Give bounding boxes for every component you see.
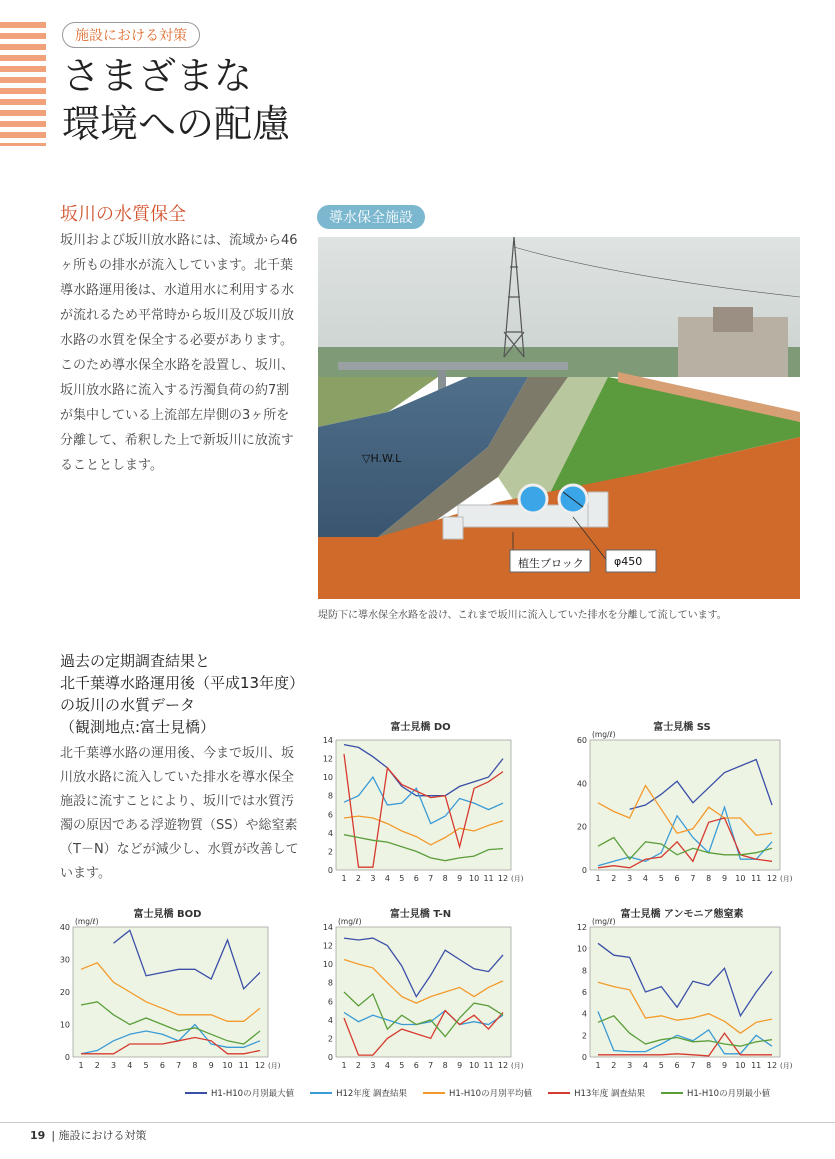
x-tick-label: 10 xyxy=(735,874,746,883)
x-tick-label: 1 xyxy=(78,1061,84,1070)
y-tick-label: 12 xyxy=(322,754,333,764)
x-tick-label: 4 xyxy=(642,1061,649,1070)
y-tick-label: 40 xyxy=(576,779,587,789)
x-tick-label: 5 xyxy=(658,1061,664,1070)
x-unit-label: (月) xyxy=(780,875,793,883)
x-tick-label: 7 xyxy=(428,1061,434,1070)
y-tick-label: 8 xyxy=(327,791,333,801)
x-unit-label: (月) xyxy=(511,875,524,883)
x-tick-label: 1 xyxy=(341,1061,347,1070)
x-tick-label: 8 xyxy=(192,1061,198,1070)
y-tick-label: 0 xyxy=(327,866,333,875)
y-tick-label: 0 xyxy=(64,1053,70,1062)
bridge xyxy=(338,362,568,370)
section1-body: 坂川および坂川放水路には、流域から46ヶ所もの排水が流入しています。北千葉導水路運用後は、水道用水に利用する水が流れるため平常時から坂川及び坂川放水路の水質を保全する必要があります。このため導水保全水路を設置し、坂川、坂川放水路に流入する汚濁負荷の約7割が集中している上流部左岸側の3ヶ所を分離して、希釈した上で新坂川に放流することとします。 xyxy=(60,233,298,473)
x-tick-label: 6 xyxy=(674,1061,680,1070)
legend-max-swatch xyxy=(185,1092,207,1094)
y-tick-label: 0 xyxy=(581,1053,587,1062)
section2-heading-line1: 過去の定期調査結果と xyxy=(60,652,211,670)
y-tick-label: 60 xyxy=(576,736,587,745)
x-tick-label: 12 xyxy=(766,874,778,883)
x-tick-label: 6 xyxy=(413,874,419,883)
legend-avg-swatch xyxy=(423,1092,445,1094)
chart-bod xyxy=(45,905,290,1075)
x-tick-label: 11 xyxy=(238,1061,249,1070)
chart-ss xyxy=(562,718,802,888)
x-tick-label: 7 xyxy=(428,874,434,883)
section2-heading-line4: （観測地点:富士見橋） xyxy=(60,718,216,736)
photo-label: 導水保全施設 xyxy=(317,205,425,229)
x-tick-label: 12 xyxy=(254,1061,266,1070)
y-tick-label: 14 xyxy=(322,736,333,745)
chart-svg xyxy=(308,905,533,1075)
chart-title: 富士見橋 BOD xyxy=(133,909,202,920)
x-tick-label: 12 xyxy=(766,1061,778,1070)
x-tick-label: 11 xyxy=(483,874,494,883)
x-tick-label: 3 xyxy=(110,1061,117,1070)
x-tick-label: 8 xyxy=(706,1061,712,1070)
legend-h13-swatch xyxy=(548,1092,570,1094)
x-tick-label: 9 xyxy=(457,874,463,883)
section2-heading xyxy=(60,650,304,738)
x-tick-label: 2 xyxy=(94,1061,100,1070)
legend-max xyxy=(185,1087,294,1099)
x-tick-label: 9 xyxy=(208,1061,214,1070)
section2-body: 北千葉導水路の運用後、今まで坂川、坂川放水路に流入していた排水を導水保全施設に流すことにより、坂川では水質汚濁の原因である浮遊物質（SS）や総窒素（T－N）などが減少し、水質が改善しています。 xyxy=(60,746,299,881)
x-tick-label: 3 xyxy=(370,874,376,883)
page-number: 19 xyxy=(30,1129,46,1142)
x-tick-label: 9 xyxy=(457,1061,463,1070)
x-tick-label: 2 xyxy=(611,874,617,883)
legend-h13 xyxy=(548,1087,645,1099)
y-tick-label: 30 xyxy=(59,955,70,965)
x-tick-label: 2 xyxy=(355,1061,362,1070)
x-tick-label: 4 xyxy=(384,1061,390,1070)
x-tick-label: 3 xyxy=(370,1061,376,1070)
x-tick-label: 12 xyxy=(497,1061,509,1070)
x-tick-label: 9 xyxy=(721,1061,728,1070)
chart-title: 富士見橋 SS xyxy=(653,722,711,733)
legend-avg xyxy=(423,1087,532,1099)
y-tick-label: 4 xyxy=(327,1015,333,1025)
hwl-label: ▽H.W.L xyxy=(362,452,402,465)
x-tick-label: 8 xyxy=(442,1061,448,1070)
page-title xyxy=(62,52,290,148)
footer-divider xyxy=(0,1122,835,1123)
facility-illustration xyxy=(318,237,800,599)
block-label: 植生ブロック xyxy=(518,557,584,570)
legend-min xyxy=(661,1087,770,1099)
chart-tn xyxy=(308,905,533,1075)
x-tick-label: 4 xyxy=(127,1061,133,1070)
x-tick-label: 10 xyxy=(468,874,480,883)
y-tick-label: 2 xyxy=(327,1034,333,1044)
section1-heading: 坂川の水質保全 xyxy=(60,204,186,225)
legend-min-label: H1-H10の月別最小値 xyxy=(687,1089,771,1099)
x-tick-label: 8 xyxy=(442,874,448,883)
y-tick-label: 40 xyxy=(59,923,70,932)
y-tick-label: 6 xyxy=(327,810,333,820)
chart-svg xyxy=(562,905,802,1075)
legend-min-swatch xyxy=(661,1092,683,1094)
x-tick-label: 8 xyxy=(706,874,712,883)
y-tick-label: 12 xyxy=(322,941,333,951)
x-tick-label: 7 xyxy=(690,874,696,883)
y-tick-label: 2 xyxy=(327,847,333,857)
x-tick-label: 11 xyxy=(751,874,762,883)
chart-do xyxy=(308,718,533,888)
y-tick-label: 6 xyxy=(327,997,333,1007)
chart-title: 富士見橋 アンモニア態窒素 xyxy=(620,909,744,920)
footer-label: 施設における対策 xyxy=(58,1129,147,1142)
legend-max-label: H1-H10の月別最大値 xyxy=(211,1089,295,1099)
x-tick-label: 12 xyxy=(497,874,509,883)
y-tick-label: 6 xyxy=(581,988,587,997)
header-stripes xyxy=(0,22,46,146)
y-tick-label: 0 xyxy=(581,866,587,875)
x-unit-label: (月) xyxy=(268,1062,281,1070)
x-tick-label: 5 xyxy=(399,874,405,883)
x-tick-label: 3 xyxy=(627,874,633,883)
x-tick-label: 1 xyxy=(595,874,601,883)
x-unit-label: (月) xyxy=(780,1062,793,1070)
footer: 19 | 施設における対策 xyxy=(30,1129,147,1142)
x-tick-label: 4 xyxy=(642,874,649,883)
x-tick-label: 11 xyxy=(751,1061,762,1070)
photo-caption: 堤防下に導水保全水路を設け、これまで坂川に流入していた排水を分離して流しています。 xyxy=(318,610,727,621)
x-tick-label: 5 xyxy=(658,874,664,883)
unit-label: (mg/ℓ) xyxy=(592,917,616,926)
plot-area xyxy=(590,740,780,870)
x-tick-label: 1 xyxy=(341,874,347,883)
unit-label: (mg/ℓ) xyxy=(75,917,99,926)
x-tick-label: 6 xyxy=(413,1061,419,1070)
x-tick-label: 10 xyxy=(468,1061,480,1070)
y-tick-label: 10 xyxy=(322,773,333,783)
x-tick-label: 6 xyxy=(159,1061,165,1070)
legend-avg-label: H1-H10の月別平均値 xyxy=(449,1089,533,1099)
x-tick-label: 10 xyxy=(222,1061,233,1070)
x-tick-label: 6 xyxy=(674,874,680,883)
x-tick-label: 2 xyxy=(355,874,362,883)
legend-h12 xyxy=(310,1087,407,1099)
unit-label: (mg/ℓ) xyxy=(338,917,362,926)
y-tick-label: 8 xyxy=(581,966,587,976)
section2-heading-line3: の坂川の水質データ xyxy=(60,696,196,714)
x-tick-label: 3 xyxy=(627,1061,633,1070)
x-tick-label: 10 xyxy=(735,1061,746,1070)
chart-svg xyxy=(562,718,802,888)
chart-legend xyxy=(185,1087,805,1099)
pipe-left-icon xyxy=(519,485,547,513)
section2-heading-line2: 北千葉導水路運用後（平成13年度） xyxy=(60,674,305,692)
y-tick-label: 10 xyxy=(322,960,333,970)
plot-area xyxy=(336,927,511,1057)
title-line-2: 環境への配慮 xyxy=(62,102,291,146)
legend-h13-label: H13年度 調査結果 xyxy=(574,1089,645,1099)
x-tick-label: 1 xyxy=(595,1061,601,1070)
title-line-1: さまざまな xyxy=(62,54,253,98)
legend-h12-swatch xyxy=(310,1092,332,1094)
chart-title: 富士見橋 DO xyxy=(390,722,451,733)
y-tick-label: 20 xyxy=(576,822,587,832)
chart-svg xyxy=(45,905,290,1075)
section-tag: 施設における対策 xyxy=(62,22,200,48)
y-tick-label: 4 xyxy=(581,1009,587,1019)
pipe-label: φ450 xyxy=(614,555,643,568)
y-tick-label: 4 xyxy=(327,828,333,838)
x-tick-label: 7 xyxy=(690,1061,696,1070)
x-tick-label: 11 xyxy=(483,1061,494,1070)
legend-h12-label: H12年度 調査結果 xyxy=(336,1089,407,1099)
x-tick-label: 5 xyxy=(143,1061,149,1070)
x-tick-label: 4 xyxy=(384,874,390,883)
x-tick-label: 7 xyxy=(176,1061,182,1070)
x-tick-label: 9 xyxy=(721,874,728,883)
x-unit-label: (月) xyxy=(511,1062,524,1070)
y-tick-label: 10 xyxy=(59,1020,70,1030)
x-tick-label: 2 xyxy=(611,1061,617,1070)
y-tick-label: 10 xyxy=(576,944,587,954)
chart-svg xyxy=(308,718,533,888)
y-tick-label: 0 xyxy=(327,1053,333,1062)
chart-title: 富士見橋 T-N xyxy=(389,909,452,920)
y-tick-label: 20 xyxy=(59,988,70,997)
x-tick-label: 5 xyxy=(399,1061,405,1070)
chart-nh4 xyxy=(562,905,802,1075)
y-tick-label: 8 xyxy=(327,978,333,988)
y-tick-label: 14 xyxy=(322,923,333,932)
y-tick-label: 2 xyxy=(581,1031,587,1041)
unit-label: (mg/ℓ) xyxy=(592,730,616,739)
y-tick-label: 12 xyxy=(576,923,587,932)
